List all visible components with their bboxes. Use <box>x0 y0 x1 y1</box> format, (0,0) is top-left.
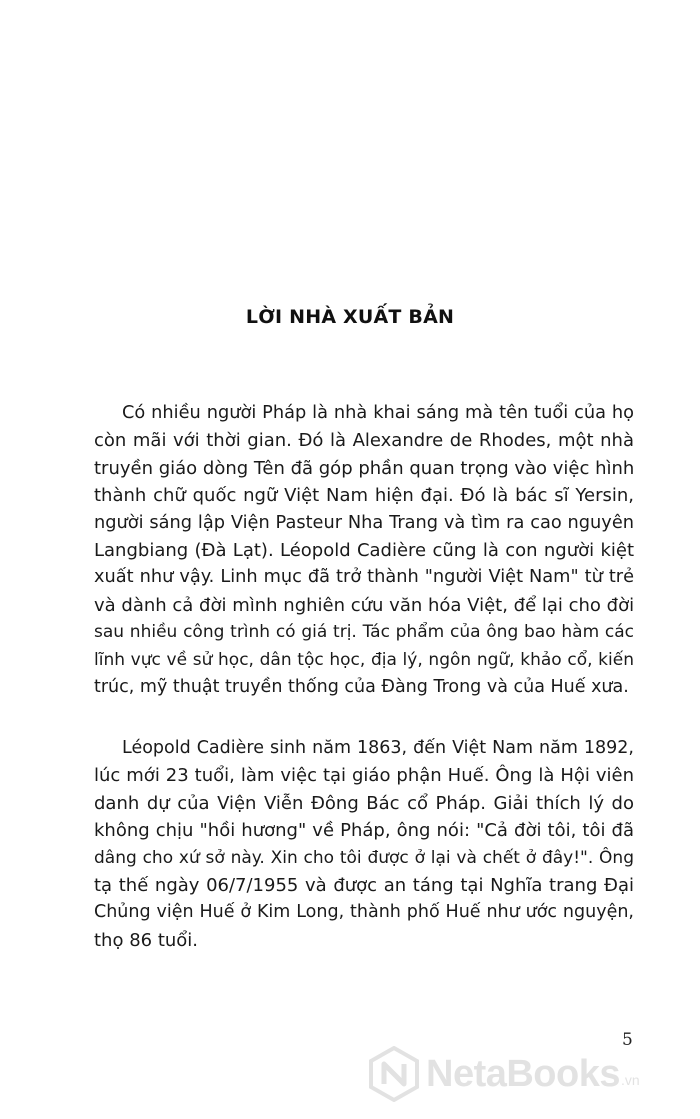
watermark-suffix: .vn <box>621 1072 640 1088</box>
netabooks-logo-icon <box>366 1046 422 1102</box>
paragraph-1 <box>94 400 634 701</box>
text-line: xuất như vậy. Linh mục đã trở thành "người Việt Nam" từ trẻ <box>94 567 634 588</box>
text-line: và dành cả đời mình nghiên cứu văn hóa Việt, để lại cho đời <box>94 594 635 616</box>
text-line: trúc, mỹ thuật truyền thống của Đàng Trong và của Huế xưa. <box>94 677 629 698</box>
text-line: thành chữ quốc ngữ Việt Nam hiện đại. Đó là bác sĩ Yersin, <box>94 485 634 507</box>
text-line: sau nhiều công trình có giá trị. Tác phẩm của ông bao hàm các <box>94 622 634 643</box>
watermark-text: NetaBooks <box>426 1052 620 1095</box>
text-line: còn mãi với thời gian. Đó là Alexandre de Rhodes, một nhà <box>94 430 634 452</box>
text-line: không chịu "hồi hương" về Pháp, ông nói: "Cả đời tôi, tôi đã <box>94 820 634 842</box>
paragraph-2 <box>94 735 634 954</box>
text-line: thọ 86 tuổi. <box>94 929 199 951</box>
text-line: Có nhiều người Pháp là nhà khai sáng mà tên tuổi của họ <box>122 403 634 423</box>
text-line: Léopold Cadière sinh năm 1863, đến Việt Nam năm 1892, <box>122 738 634 758</box>
page-number: 5 <box>622 1030 633 1050</box>
text-line: lúc mới 23 tuổi, làm việc tại giáo phận Huế. Ông là Hội viên <box>94 765 634 787</box>
text-line: Langbiang (Đà Lạt). Léopold Cadière cũng là con người kiệt <box>94 540 634 562</box>
text-line: Chủng viện Huế ở Kim Long, thành phố Huế như ước nguyện, <box>94 902 634 923</box>
page-title: LỜI NHÀ XUẤT BẢN <box>245 306 455 328</box>
text-line: lĩnh vực về sử học, dân tộc học, địa lý, ngôn ngữ, khảo cổ, kiến <box>94 649 634 670</box>
text-line: danh dự của Viện Viễn Đông Bác cổ Pháp. Giải thích lý do <box>94 792 634 814</box>
text-line: tạ thế ngày 06/7/1955 và được an táng tại Nghĩa trang Đại <box>94 875 634 897</box>
netabooks-watermark <box>366 1046 686 1102</box>
text-line: truyền giáo dòng Tên đã góp phần quan trọng vào việc hình <box>94 457 635 479</box>
text-line: dâng cho xứ sở này. Xin cho tôi được ở lại và chết ở đây!". Ông <box>94 847 634 868</box>
text-line: người sáng lập Viện Pasteur Nha Trang và tìm ra cao nguyên <box>94 512 634 533</box>
